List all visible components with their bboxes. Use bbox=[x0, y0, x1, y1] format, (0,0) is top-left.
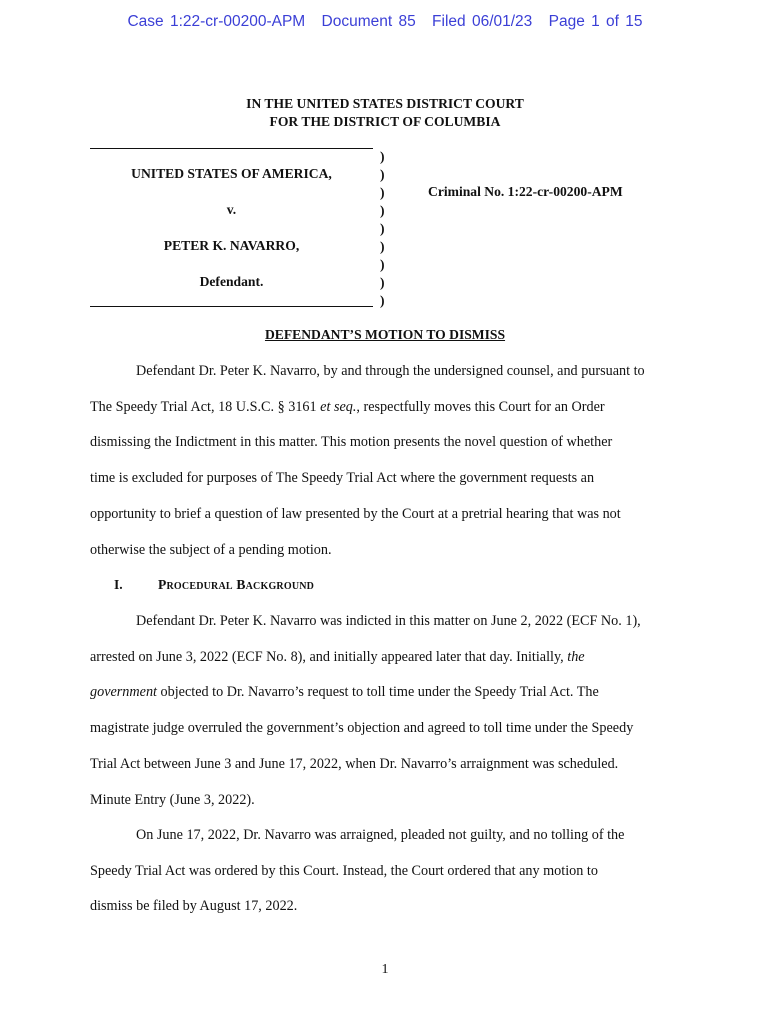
motion-title: DEFENDANT’S MOTION TO DISMISS bbox=[264, 327, 506, 342]
section-number: I. bbox=[114, 577, 123, 592]
text-line: The Speedy Trial Act, 18 U.S.C. § 3161 bbox=[90, 398, 321, 415]
paragraph-background bbox=[90, 604, 680, 818]
paren: ) bbox=[380, 239, 385, 254]
caption-top-rule bbox=[90, 148, 373, 149]
paren: ) bbox=[380, 167, 385, 182]
caption-parentheses bbox=[380, 148, 385, 310]
court-line-2: FOR THE DISTRICT OF COLUMBIA bbox=[269, 114, 501, 129]
text-line: , respectfully moves this Court for an Order bbox=[356, 398, 605, 415]
page-number: 1 bbox=[381, 962, 389, 977]
paragraph-arraignment bbox=[90, 818, 680, 925]
page-count: Page 1 of 15 bbox=[548, 13, 643, 30]
paren: ) bbox=[380, 275, 385, 290]
caption-versus: v. bbox=[226, 202, 237, 217]
case-number: Case 1:22-cr-00200-APM bbox=[127, 13, 306, 30]
italic-text: government bbox=[90, 684, 157, 701]
court-line-1: IN THE UNITED STATES DISTRICT COURT bbox=[246, 96, 524, 111]
text-line: dismiss be filed by August 17, 2022. bbox=[90, 898, 298, 915]
caption-defendant: PETER K. NAVARRO, bbox=[163, 238, 300, 253]
paren: ) bbox=[380, 149, 385, 164]
italic-text: the bbox=[567, 648, 585, 665]
text-line: Defendant Dr. Peter K. Navarro was indicted in this matter on June 2, 2022 (ECF No. 1), bbox=[136, 613, 641, 629]
text-line: magistrate judge overruled the government’s objection and agreed to toll time under the Speedy bbox=[90, 720, 634, 737]
text-line: On June 17, 2022, Dr. Navarro was arraigned, pleaded not guilty, and no tolling of the bbox=[136, 827, 625, 843]
ecf-header-stamp bbox=[0, 13, 770, 31]
text-line: objected to Dr. Navarro’s request to toll time under the Speedy Trial Act. The bbox=[156, 684, 599, 701]
caption-defendant-label: Defendant. bbox=[199, 274, 264, 289]
text-line: time is excluded for purposes of The Speedy Trial Act where the government requests an bbox=[90, 470, 595, 487]
text-line: Trial Act between June 3 and June 17, 2022, when Dr. Navarro’s arraignment was scheduled. bbox=[90, 755, 619, 772]
paren: ) bbox=[380, 257, 385, 272]
text-line: dismissing the Indictment in this matter. This motion presents the novel question of whether bbox=[90, 434, 613, 451]
caption-bottom-rule bbox=[90, 306, 373, 307]
caption-plaintiff: UNITED STATES OF AMERICA, bbox=[131, 166, 332, 181]
text-line: otherwise the subject of a pending motion. bbox=[90, 541, 332, 558]
text-line: Minute Entry (June 3, 2022). bbox=[90, 791, 255, 808]
text-line: arrested on June 3, 2022 (ECF No. 8), and initially appeared later that day. Initially, bbox=[90, 648, 568, 665]
paren: ) bbox=[380, 221, 385, 236]
paren: ) bbox=[380, 293, 385, 308]
document-number: Document 85 bbox=[321, 13, 416, 30]
text-line: Defendant Dr. Peter K. Navarro, by and through the undersigned counsel, and pursuant to bbox=[136, 363, 645, 379]
section-title: Procedural Background bbox=[158, 577, 315, 592]
section-heading bbox=[114, 577, 314, 593]
paren: ) bbox=[380, 185, 385, 200]
text-line: opportunity to brief a question of law presented by the Court at a pretrial hearing that was not bbox=[90, 505, 621, 522]
text-line: Speedy Trial Act was ordered by this Court. Instead, the Court ordered that any motion to bbox=[90, 862, 598, 879]
paragraph-intro bbox=[90, 354, 680, 568]
criminal-number: Criminal No. 1:22-cr-00200-APM bbox=[428, 184, 623, 199]
italic-text: et seq. bbox=[320, 398, 357, 415]
filed-date: Filed 06/01/23 bbox=[432, 13, 533, 30]
paren: ) bbox=[380, 203, 385, 218]
court-heading bbox=[0, 95, 770, 131]
